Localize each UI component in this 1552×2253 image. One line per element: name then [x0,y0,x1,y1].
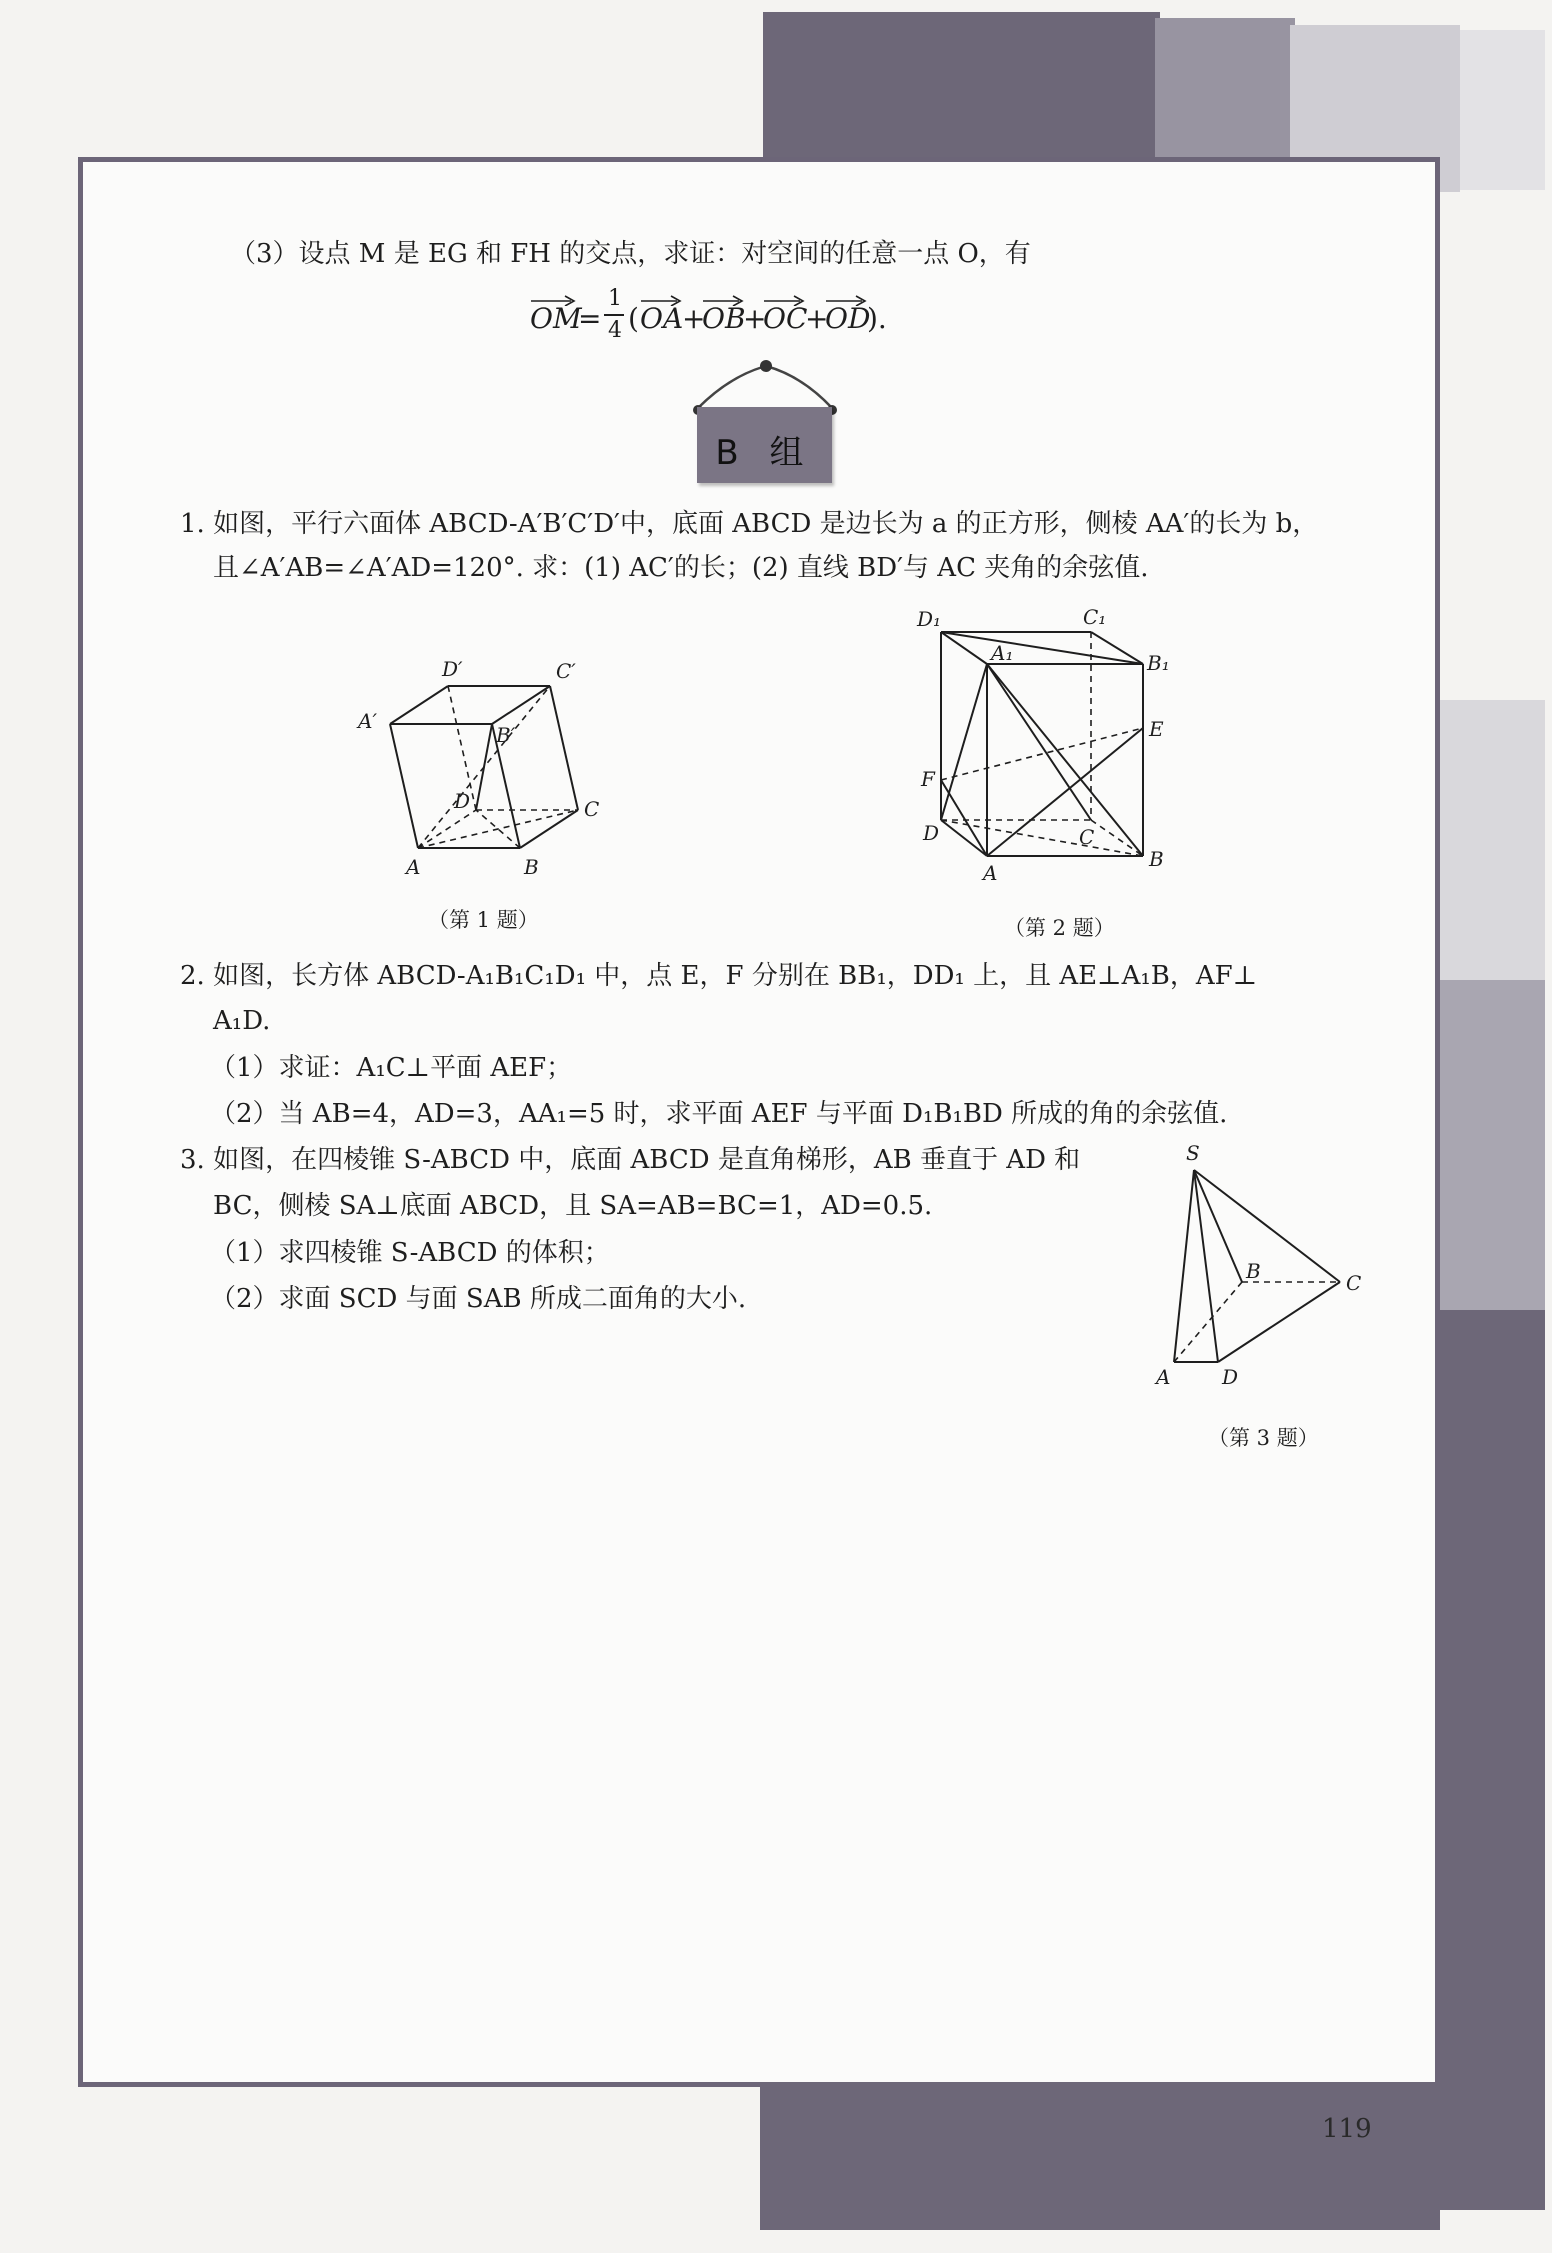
fig2-a1-b [987,664,1143,856]
section-sign-label: B 组 [715,433,814,473]
fig1-edge-c1-c [550,686,578,810]
formula-frac-num: 1 [608,286,622,311]
figure-2-caption: （第 2 题） [1004,916,1115,940]
formula-lhs-arrow [530,292,576,306]
fig1-label-b: B [524,855,539,879]
fig3-label-s: S [1186,1141,1200,1165]
fig2-edge-d1-b1 [941,632,1143,664]
fig3-edge-d-c [1218,1282,1340,1362]
problem-3-line-2: BC，侧棱 SA⊥底面 ABCD，且 SA=AB=BC=1，AD=0.5. [213,1191,933,1221]
problem-2-sub-1: （1）求证：A₁C⊥平面 AEF； [210,1053,573,1083]
formula-frac-den: 4 [608,318,622,343]
fig1-label-a: A [406,855,421,879]
formula-plus-1: + [682,302,706,335]
fig3-edge-s-c [1194,1170,1340,1282]
problem-2-sub-2: （2）当 AB=4，AD=3，AA₁=5 时，求平面 AEF 与平面 D₁B₁BD 所成的角的余弦值. [210,1099,1228,1129]
fig3-label-d: D [1222,1365,1239,1389]
formula-open-paren: ( [628,302,639,335]
formula-close: ). [867,302,887,335]
bg-bottom-dark-block [760,2080,1440,2230]
fig2-label-a: A [983,861,998,885]
fig2-label-b1: B₁ [1147,651,1170,675]
fig1-edge-a1-d1 [390,686,448,724]
formula-v2-arrow [702,292,744,306]
formula-v4-arrow [825,292,867,306]
fig2-edge-d-a [941,820,987,856]
formula-v4: OD [825,302,871,335]
formula-v3: OC [763,302,808,335]
fig2-a1-c [987,664,1091,820]
problem-2-line-2: A₁D. [213,1006,271,1036]
figure-1-parallelepiped [340,640,660,930]
formula-v2: OB [702,302,746,335]
formula-v3-arrow [763,292,805,306]
bg-right-dark-strip [1435,1310,1545,2210]
fig1-label-a1: A′ [358,709,377,733]
page-number: 119 [1322,2114,1372,2144]
fig2-label-d: D [923,821,940,845]
figure-1-caption: （第 1 题） [428,908,539,932]
figure-3-pyramid [1150,1140,1380,1390]
formula-v1-arrow [640,292,682,306]
fig3-hidden-a-b [1174,1282,1242,1362]
section-sign [697,407,832,483]
fig2-a1-d [941,664,987,820]
fig1-edge-a1-a [390,724,418,848]
problem-3-line-1: 3. 如图，在四棱锥 S-ABCD 中，底面 ABCD 是直角梯形，AB 垂直于 AD 和 [180,1145,1081,1175]
fig2-label-e: E [1149,717,1164,741]
fig2-label-d1: D₁ [917,607,942,631]
figure-3-caption: （第 3 题） [1208,1426,1319,1450]
fig3-label-c: C [1346,1271,1362,1295]
fig3-edge-s-a [1174,1170,1194,1362]
formula-equals: = [578,302,602,335]
fig1-edge-b-c [520,810,578,848]
fig2-label-f: F [921,767,935,791]
problem-1-line-1: 1. 如图，平行六面体 ABCD-A′B′C′D′中，底面 ABCD 是边长为 a 的正方形，侧棱 AA′的长为 b， [180,509,1319,539]
problem-3-sub-2: （2）求面 SCD 与面 SAB 所成二面角的大小. [210,1284,747,1314]
fig1-edge-c1-b1 [492,686,550,724]
problem-1-line-2: 且∠A′AB=∠A′AD=120°. 求：(1) AC′的长；(2) 直线 BD′与 AC 夹角的余弦值. [213,553,1149,583]
fig1-hidden-a-c1 [418,686,550,848]
formula-lhs: OM [530,302,582,335]
bg-right-light-strip [1435,700,1545,980]
problem-3-sub-1: （1）求四棱锥 S-ABCD 的体积； [210,1238,610,1268]
fig1-label-d1: D′ [442,657,463,681]
fig2-edge-d1-a1 [941,632,987,664]
fig2-a-f [941,780,987,856]
bg-right-mid-strip [1435,980,1545,1310]
fig1-label-d: D [454,789,471,813]
fig2-label-c: C [1079,825,1095,849]
problem-2-line-1: 2. 如图，长方体 ABCD-A₁B₁C₁D₁ 中，点 E，F 分别在 BB₁，DD₁ 上，且 AE⊥A₁B，AF⊥ [180,961,1258,991]
fig2-label-b: B [1149,847,1164,871]
q3-statement: （3）设点 M 是 EG 和 FH 的交点，求证：对空间的任意一点 O，有 [230,239,1031,269]
formula-plus-3: + [805,302,829,335]
fig1-label-b1: B′ [496,723,516,747]
fig2-a-e [987,728,1143,856]
bg-top-fade-block [1460,30,1545,190]
fig1-hidden-a-d [418,810,476,848]
fig2-hidden-d-b [941,820,1143,856]
fig1-hidden-a-c [418,810,578,848]
formula-v1: OA [640,302,684,335]
fig1-label-c1: C′ [556,659,576,683]
fig3-label-b: B [1246,1259,1261,1283]
fig2-label-a1: A₁ [991,641,1014,665]
figure-2-box [915,600,1175,885]
formula-frac-bar [604,314,624,316]
fig2-label-c1: C₁ [1083,605,1107,629]
formula-plus-2: + [743,302,767,335]
fig1-label-c: C [584,797,600,821]
fig3-label-a: A [1156,1365,1171,1389]
